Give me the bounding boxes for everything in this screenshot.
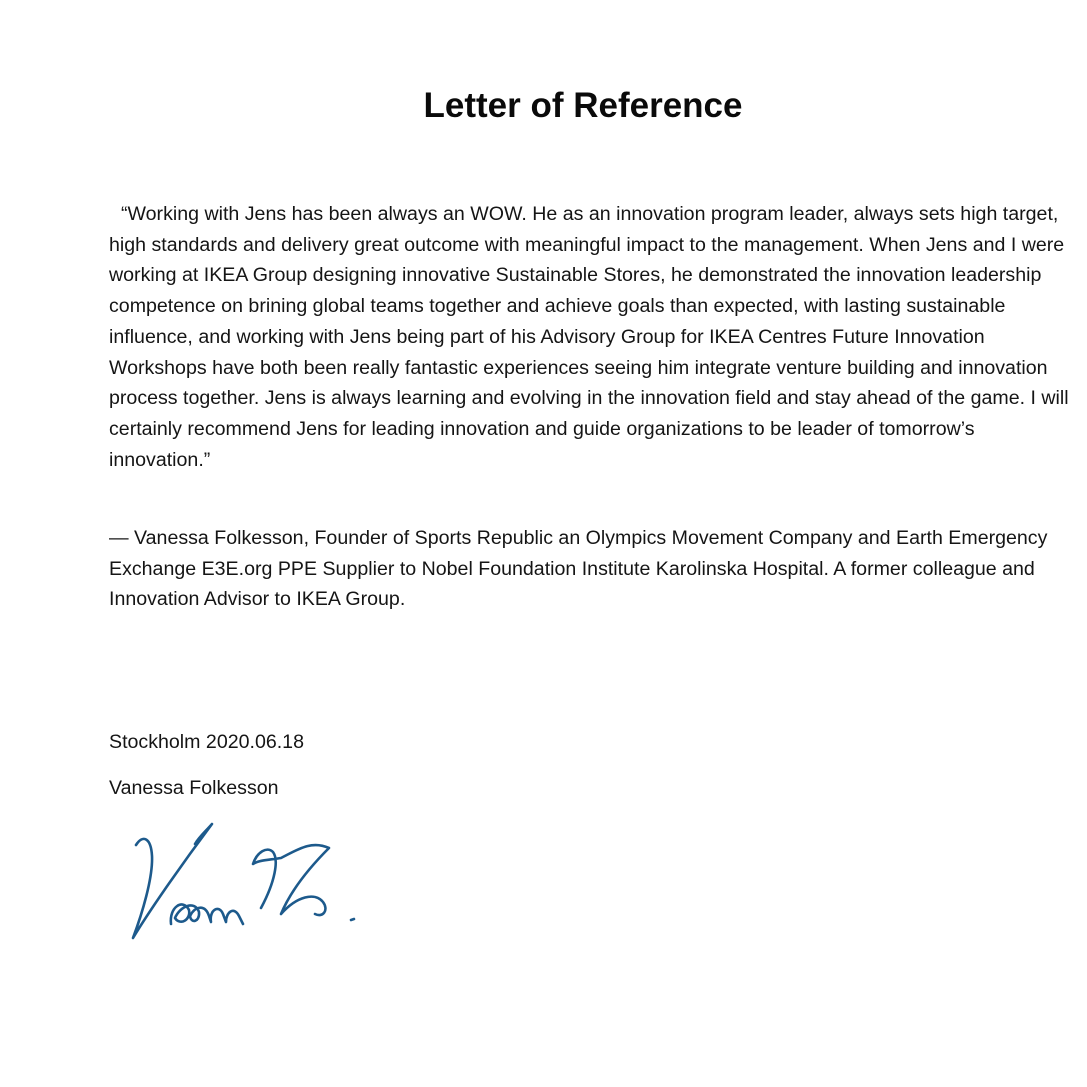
quote-attribution: — Vanessa Folkesson, Founder of Sports Republic an Olympics Movement Company and Earth Emergency Exchange E3E.org PPE Supplier to Nobel Foundation Institute Karolinska Hospital. A former colleague and Innovation Advisor to IKEA Group. [109,527,1048,611]
place-and-date: Stockholm 2020.06.18 [109,731,304,753]
signature-strokes [133,824,354,938]
reference-quote: “Working with Jens has been always an WOW. He as an innovation program leader, always sets high target, high standards and delivery great outcome with meaningful impact to the management. When Jens and I were working at IKEA Group designing innovative Sustainable Stores, he demonstrated the innovation leadership competence on brining global teams together and achieve goals than expected, with lasting sustainable influence, and working with Jens being part of his Advisory Group for IKEA Centres Future Innovation Workshops have both been really fantastic experiences seeing him integrate venture building and innovation process together. Jens is always learning and evolving in the innovation field and stay ahead of the game. I will certainly recommend Jens for leading innovation and guide organizations to be leader of tomorrow’s innovation.” [109,203,1069,471]
signer-name: Vanessa Folkesson [109,777,279,799]
signature-stroke-letters [171,905,243,924]
handwritten-signature [125,812,375,952]
signature-stroke-f [253,845,329,915]
signature-stroke-dot [351,919,354,920]
letter-title: Letter of Reference [423,86,743,125]
signature-stroke-v [133,824,212,938]
